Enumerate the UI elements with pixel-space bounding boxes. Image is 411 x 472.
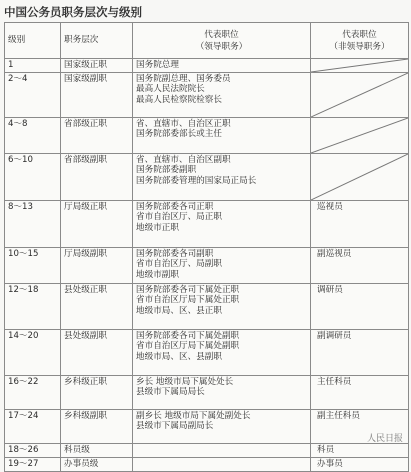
non-leadership-cell <box>311 248 409 284</box>
position-line: 省、直辖市、自治区正职 <box>136 119 231 129</box>
position-line: 最高人民法院院长 <box>136 84 205 95</box>
level-cell: 14～20 <box>5 330 61 376</box>
table-row <box>5 248 409 284</box>
header-leadership-line2: （领导职务） <box>195 41 248 52</box>
tier-cell: 办事员级 <box>61 458 133 472</box>
position-line: 国务院部委管理的国家局正局长 <box>136 175 257 186</box>
level-cell: 12～18 <box>5 284 61 330</box>
table-row <box>5 73 409 118</box>
position-line: 最高人民检察院检察长 <box>136 94 222 105</box>
header-row <box>5 23 409 59</box>
non-leadership-title: 巡视员 <box>317 202 343 212</box>
header-leadership <box>133 23 311 59</box>
position-line: 地级市副职 <box>136 269 179 280</box>
table-row <box>5 444 409 458</box>
table-row <box>5 458 409 472</box>
level-cell: 19～27 <box>5 458 61 472</box>
leadership-cell <box>133 458 311 472</box>
table-row <box>5 154 409 201</box>
leadership-cell <box>133 284 311 330</box>
position-line: 国务院部委各司正职 <box>136 202 214 212</box>
position-line: 省市自治区厅、局正职 <box>136 212 222 223</box>
level-cell: 1 <box>5 59 61 73</box>
empty-cell-slash <box>311 154 408 200</box>
rank-table <box>4 22 409 472</box>
non-leadership-title: 办事员 <box>317 459 343 469</box>
non-leadership-title: 主任科员 <box>317 377 352 387</box>
tier-cell: 乡科级正职 <box>61 376 133 410</box>
slash-line <box>311 59 408 72</box>
header-tier: 职务层次 <box>61 23 133 59</box>
position-line: 国务院副总理、国务委员 <box>136 74 231 84</box>
empty-cell-slash <box>311 73 408 117</box>
tier-cell: 科员级 <box>61 444 133 458</box>
table-row <box>5 284 409 330</box>
header-non-leadership <box>311 23 409 59</box>
header-non-leadership-line2: （非领导职务） <box>329 41 390 52</box>
position-line: 地级市局、区、县副职 <box>136 351 222 362</box>
tier-cell: 厅局级副职 <box>61 248 133 284</box>
non-leadership-cell <box>311 330 409 376</box>
tier-cell: 省部级副职 <box>61 154 133 201</box>
position-line: 县级市下属局局长 <box>136 387 205 398</box>
non-leadership-title: 副巡视员 <box>317 249 352 259</box>
leadership-cell <box>133 248 311 284</box>
header-non-leadership-line1: 代表职位 <box>342 29 377 40</box>
position-line: 国务院部委各司下属处副职 <box>136 331 240 341</box>
level-cell: 10～15 <box>5 248 61 284</box>
position-line: 省、直辖市、自治区副职 <box>136 155 231 165</box>
position-line: 国务院部委部长或主任 <box>136 129 222 140</box>
position-line: 乡长 地级市局下属处处长 <box>136 377 234 387</box>
table-body <box>5 59 409 472</box>
leadership-cell <box>133 118 311 154</box>
tier-cell: 县处级副职 <box>61 330 133 376</box>
tier-cell: 县处级正职 <box>61 284 133 330</box>
non-leadership-cell <box>311 458 409 472</box>
non-leadership-title: 副主任科员 <box>317 411 360 421</box>
tier-cell: 国家级副职 <box>61 73 133 118</box>
watermark: 人民日报 <box>366 434 403 444</box>
table-row <box>5 118 409 154</box>
non-leadership-cell <box>311 73 409 118</box>
non-leadership-cell <box>311 154 409 201</box>
page-title: 中国公务员职务层次与级别 <box>4 5 142 19</box>
non-leadership-cell <box>311 59 409 73</box>
level-cell: 18～26 <box>5 444 61 458</box>
tier-cell: 厅局级正职 <box>61 201 133 248</box>
level-cell: 4～8 <box>5 118 61 154</box>
table-row <box>5 201 409 248</box>
non-leadership-cell <box>311 118 409 154</box>
leadership-cell <box>133 154 311 201</box>
non-leadership-title: 调研员 <box>317 285 343 295</box>
position-line: 省市自治区厅局下属处副职 <box>136 341 240 352</box>
table-row <box>5 59 409 73</box>
leadership-cell <box>133 73 311 118</box>
position-line: 地级市局、区、县正职 <box>136 305 222 316</box>
tier-cell: 乡科级副职 <box>61 410 133 444</box>
table-row <box>5 330 409 376</box>
position-line: 国务院部委各司副职 <box>136 249 214 259</box>
empty-cell-slash <box>311 118 408 153</box>
non-leadership-cell <box>311 444 409 458</box>
position-line: 国务院部委副职 <box>136 165 197 176</box>
tier-cell: 省部级正职 <box>61 118 133 154</box>
level-cell: 6～10 <box>5 154 61 201</box>
level-cell: 2～4 <box>5 73 61 118</box>
position-line: 省市自治区厅、局副职 <box>136 259 222 270</box>
slash-line <box>311 154 408 200</box>
tier-cell: 国家级正职 <box>61 59 133 73</box>
position-line: 地级市正职 <box>136 222 179 233</box>
position-line: 国务院总理 <box>136 60 179 70</box>
level-cell: 8～13 <box>5 201 61 248</box>
position-line: 县级市下属局副局长 <box>136 421 214 432</box>
non-leadership-title: 科员 <box>317 445 335 455</box>
non-leadership-cell <box>311 201 409 248</box>
level-cell: 16～22 <box>5 376 61 410</box>
leadership-cell <box>133 376 311 410</box>
position-line: 省市自治区厅局下属处正职 <box>136 295 240 306</box>
leadership-cell <box>133 201 311 248</box>
table-row <box>5 410 409 444</box>
leadership-cell <box>133 410 311 444</box>
header-leadership-line1: 代表职位 <box>204 29 239 40</box>
level-cell: 17～24 <box>5 410 61 444</box>
position-line: 副乡长 地级市局下属处副处长 <box>136 411 251 421</box>
header-level: 级别 <box>5 23 61 59</box>
leadership-cell <box>133 330 311 376</box>
table-row <box>5 376 409 410</box>
non-leadership-cell <box>311 284 409 330</box>
non-leadership-cell <box>311 376 409 410</box>
leadership-cell <box>133 444 311 458</box>
position-line: 国务院部委各司下属处正职 <box>136 285 240 295</box>
empty-cell-slash <box>311 59 408 72</box>
leadership-cell <box>133 59 311 73</box>
non-leadership-title: 副调研员 <box>317 331 352 341</box>
slash-line <box>311 118 408 153</box>
slash-line <box>311 73 408 117</box>
